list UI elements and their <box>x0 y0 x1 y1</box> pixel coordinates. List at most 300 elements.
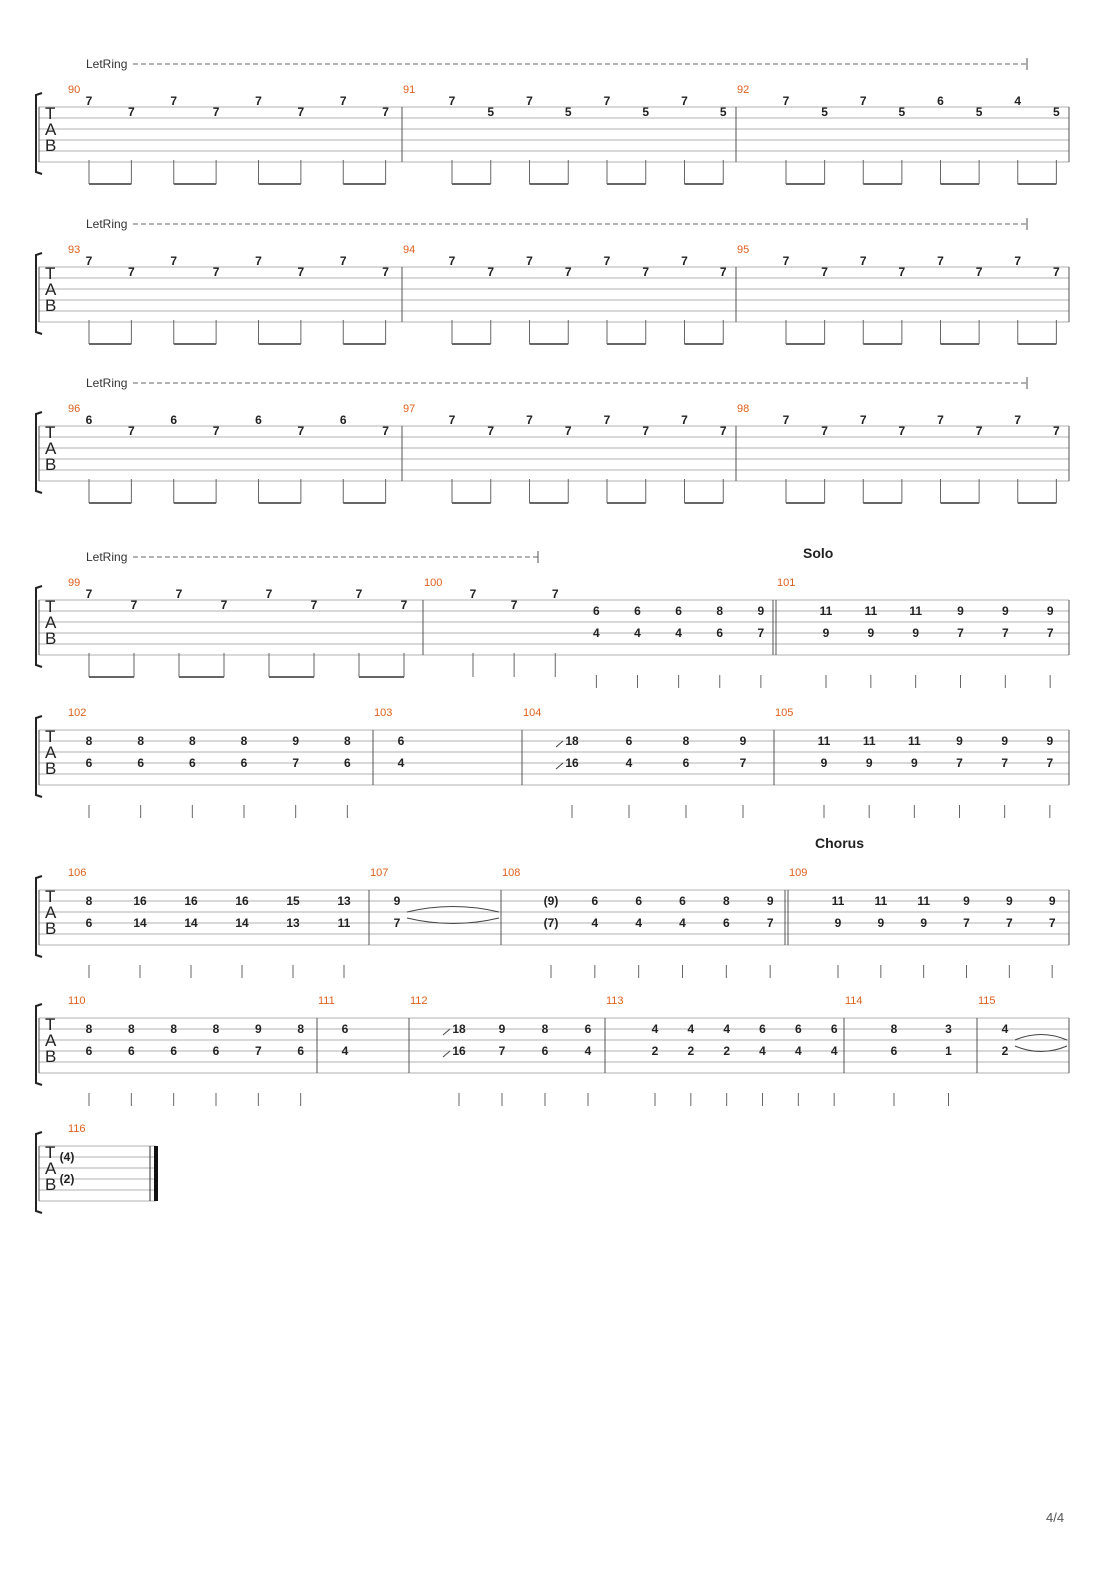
tab-letter: B <box>45 919 57 938</box>
slide-mark <box>556 763 563 769</box>
fret-number: 7 <box>448 94 456 108</box>
fret-number: 4 <box>341 1044 349 1058</box>
fret-number: 18 <box>565 734 579 748</box>
tab-letter: A <box>45 903 57 922</box>
fret-number: 4 <box>687 1022 695 1036</box>
fret-number: 7 <box>128 424 135 438</box>
fret-number: 9 <box>920 916 928 930</box>
fret-number: 9 <box>1001 734 1009 748</box>
fret-number: 4 <box>634 626 641 640</box>
fret-number: 9 <box>822 626 830 640</box>
let-ring-label: LetRing <box>86 376 128 390</box>
fret-number: 7 <box>526 94 533 108</box>
fret-number: 9 <box>963 894 970 908</box>
fret-number: 7 <box>782 94 790 108</box>
fret-number: 7 <box>265 587 273 601</box>
fret-number: 7 <box>782 254 790 268</box>
fret-number: 5 <box>719 105 727 119</box>
fret-number: 5 <box>898 105 906 119</box>
fret-number: 7 <box>719 424 727 438</box>
fret-number: 6 <box>584 1022 592 1036</box>
fret-number: 7 <box>382 105 389 119</box>
fret-number: 7 <box>1014 254 1022 268</box>
tab-letter: B <box>45 455 57 474</box>
fret-number: 7 <box>1053 424 1060 438</box>
tab-letter: B <box>45 136 57 155</box>
fret-number: 9 <box>292 734 300 748</box>
fret-number: 8 <box>716 604 724 618</box>
fret-number: 11 <box>862 734 876 748</box>
fret-number: 9 <box>877 916 885 930</box>
fret-number: 16 <box>235 894 249 908</box>
fret-number: 6 <box>634 604 641 618</box>
bar-98 <box>737 403 1060 503</box>
fret-number: 9 <box>834 916 842 930</box>
tab-letter: T <box>45 1015 56 1034</box>
fret-number: 6 <box>591 894 599 908</box>
fret-number: 7 <box>170 94 178 108</box>
system-3 <box>36 376 1069 503</box>
fret-number: (9) <box>543 894 559 908</box>
fret-number: 8 <box>170 1022 178 1036</box>
fret-number: 9 <box>739 734 747 748</box>
fret-number: 9 <box>1005 894 1013 908</box>
tab-letter: B <box>45 629 57 648</box>
fret-number: 7 <box>766 916 774 930</box>
fret-number: 6 <box>890 1044 898 1058</box>
fret-number: 16 <box>184 894 198 908</box>
fret-number: 3 <box>945 1022 952 1036</box>
fret-number: 7 <box>128 105 135 119</box>
bar-number: 109 <box>789 867 808 879</box>
fret-number: 4 <box>759 1044 766 1058</box>
section-label: Chorus <box>815 835 864 851</box>
fret-number: 8 <box>127 1022 135 1036</box>
fret-number: 11 <box>819 604 833 618</box>
fret-number: 9 <box>1048 894 1056 908</box>
fret-number: 9 <box>867 626 875 640</box>
fret-number: 6 <box>297 1044 305 1058</box>
tab-letter: B <box>45 759 57 778</box>
fret-number: 7 <box>310 598 318 612</box>
tab-letter: T <box>45 597 56 616</box>
system-5 <box>36 707 1069 818</box>
fret-number: 11 <box>917 894 931 908</box>
fret-number: 7 <box>821 265 828 279</box>
fret-number: 7 <box>859 254 867 268</box>
tab-letter: T <box>45 104 56 123</box>
fret-number: 7 <box>297 424 305 438</box>
fret-number: 7 <box>128 265 135 279</box>
fret-number: 7 <box>1048 916 1056 930</box>
fret-number: 7 <box>130 598 138 612</box>
fret-number: 7 <box>1046 756 1054 770</box>
fret-number: 13 <box>337 894 351 908</box>
fret-number: 6 <box>682 756 690 770</box>
fret-number: 13 <box>286 916 300 930</box>
fret-number: 4 <box>584 1044 592 1058</box>
bar-107 <box>370 867 499 930</box>
fret-number: 4 <box>1014 94 1022 108</box>
fret-number: 5 <box>487 105 495 119</box>
bar-number: 113 <box>606 995 624 1007</box>
tab-letter: A <box>45 120 57 139</box>
fret-number: 7 <box>212 265 220 279</box>
tie-arc <box>407 907 499 913</box>
fret-number: 7 <box>212 105 220 119</box>
fret-number: 7 <box>1001 756 1009 770</box>
bar-number: 116 <box>68 1123 86 1135</box>
let-ring-label: LetRing <box>86 57 128 71</box>
fret-number: 7 <box>975 424 983 438</box>
tab-letter: A <box>45 439 57 458</box>
fret-number: 5 <box>975 105 983 119</box>
fret-number: 7 <box>642 424 650 438</box>
fret-number: 4 <box>625 756 633 770</box>
bar-97 <box>403 403 727 503</box>
fret-number: 7 <box>963 916 970 930</box>
fret-number: 11 <box>864 604 878 618</box>
fret-number: 7 <box>603 413 611 427</box>
bar-number: 97 <box>403 403 416 415</box>
fret-number: 14 <box>184 916 198 930</box>
bar-number: 103 <box>374 707 393 719</box>
system-6 <box>36 835 1069 978</box>
bar-number: 102 <box>68 707 87 719</box>
tab-letter: A <box>45 613 57 632</box>
fret-number: 7 <box>603 94 611 108</box>
fret-number: 7 <box>510 598 518 612</box>
system-4 <box>36 545 1069 688</box>
fret-number: 6 <box>170 413 178 427</box>
fret-number: 7 <box>448 254 456 268</box>
fret-number: 5 <box>821 105 828 119</box>
fret-number: 7 <box>1014 413 1022 427</box>
fret-number: 7 <box>487 265 495 279</box>
let-ring-label: LetRing <box>86 550 128 564</box>
fret-number: 7 <box>782 413 790 427</box>
fret-number: 9 <box>1046 734 1054 748</box>
fret-number: 8 <box>240 734 248 748</box>
fret-number: 6 <box>339 413 347 427</box>
fret-number: (2) <box>59 1172 75 1186</box>
bar-number: 111 <box>318 995 335 1007</box>
fret-number: 7 <box>719 265 727 279</box>
bar-number: 110 <box>68 995 86 1007</box>
fret-number: 7 <box>859 94 867 108</box>
fret-number: 6 <box>593 604 600 618</box>
fret-number: 7 <box>487 424 495 438</box>
fret-number: 7 <box>448 413 456 427</box>
fret-number: 7 <box>85 587 93 601</box>
fret-number: 7 <box>85 254 93 268</box>
fret-number: 7 <box>255 94 262 108</box>
fret-number: 7 <box>382 265 389 279</box>
fret-number: 8 <box>890 1022 898 1036</box>
bar-number: 105 <box>775 707 794 719</box>
fret-number: 8 <box>85 734 93 748</box>
fret-number: 2 <box>1001 1044 1009 1058</box>
system-1 <box>36 57 1069 184</box>
bar-number: 95 <box>737 244 750 256</box>
bar-93 <box>68 244 389 344</box>
fret-number: 6 <box>722 916 730 930</box>
bar-number: 107 <box>370 867 389 879</box>
bar-number: 106 <box>68 867 87 879</box>
fret-number: 7 <box>382 424 389 438</box>
fret-number: 7 <box>400 598 408 612</box>
tab-letter: B <box>45 296 57 315</box>
section-label: Solo <box>803 545 834 561</box>
tab-letter: T <box>45 887 56 906</box>
fret-number: 9 <box>957 604 964 618</box>
fret-number: 6 <box>137 756 145 770</box>
fret-number: 7 <box>1001 626 1009 640</box>
fret-number: 8 <box>343 734 351 748</box>
fret-number: 7 <box>85 94 93 108</box>
fret-number: 8 <box>85 894 93 908</box>
bar-92 <box>737 84 1060 184</box>
fret-number: 9 <box>820 756 828 770</box>
fret-number: 7 <box>898 424 906 438</box>
fret-number: 7 <box>681 413 688 427</box>
fret-number: 8 <box>85 1022 93 1036</box>
fret-number: 4 <box>794 1044 802 1058</box>
fret-number: 6 <box>679 894 686 908</box>
fret-number: 9 <box>498 1022 506 1036</box>
bar-number: 115 <box>978 995 996 1007</box>
tab-letter: A <box>45 743 57 762</box>
bar-103 <box>374 707 405 770</box>
fret-number: 9 <box>956 734 963 748</box>
fret-number: 9 <box>393 894 401 908</box>
fret-number: 16 <box>565 756 579 770</box>
fret-number: 6 <box>397 734 405 748</box>
fret-number: 9 <box>912 626 920 640</box>
fret-number: 6 <box>212 1044 220 1058</box>
fret-number: 2 <box>687 1044 695 1058</box>
fret-number: 11 <box>907 734 921 748</box>
fret-number: 7 <box>220 598 228 612</box>
bar-number: 93 <box>68 244 81 256</box>
fret-number: 9 <box>910 756 918 770</box>
fret-number: 6 <box>188 756 196 770</box>
fret-number: 8 <box>541 1022 549 1036</box>
bar-116 <box>60 1123 86 1186</box>
fret-number: 7 <box>526 254 533 268</box>
fret-number: 7 <box>170 254 178 268</box>
fret-number: 11 <box>874 894 888 908</box>
bar-number: 100 <box>424 577 443 589</box>
bar-number: 92 <box>737 84 750 96</box>
fret-number: 7 <box>339 254 347 268</box>
fret-number: 5 <box>642 105 650 119</box>
fret-number: 6 <box>85 413 93 427</box>
fret-number: 7 <box>212 424 220 438</box>
fret-number: (4) <box>59 1150 75 1164</box>
tab-letter: T <box>45 1143 56 1162</box>
fret-number: 6 <box>635 894 643 908</box>
bar-94 <box>403 244 727 344</box>
fret-number: 18 <box>452 1022 466 1036</box>
bar-number: 94 <box>403 244 416 256</box>
fret-number: 4 <box>635 916 643 930</box>
fret-number: 7 <box>254 1044 262 1058</box>
bar-number: 114 <box>845 995 863 1007</box>
fret-number: 14 <box>133 916 147 930</box>
fret-number: (7) <box>543 916 559 930</box>
fret-number: 7 <box>937 413 944 427</box>
fret-number: 1 <box>945 1044 952 1058</box>
tab-letter: B <box>45 1047 57 1066</box>
bar-number: 90 <box>68 84 81 96</box>
slide-mark <box>556 741 563 747</box>
fret-number: 9 <box>1001 604 1009 618</box>
fret-number: 7 <box>564 424 572 438</box>
fret-number: 14 <box>235 916 249 930</box>
fret-number: 6 <box>127 1044 135 1058</box>
fret-number: 7 <box>393 916 401 930</box>
fret-number: 7 <box>757 626 765 640</box>
fret-number: 7 <box>498 1044 506 1058</box>
fret-number: 6 <box>625 734 633 748</box>
tie-arc <box>1015 1035 1067 1041</box>
fret-number: 8 <box>188 734 196 748</box>
tab-letter: B <box>45 1175 57 1194</box>
fret-number: 7 <box>564 265 572 279</box>
fret-number: 7 <box>292 756 300 770</box>
fret-number: 7 <box>681 94 688 108</box>
fret-number: 8 <box>137 734 145 748</box>
fret-number: 6 <box>341 1022 349 1036</box>
fret-number: 8 <box>212 1022 220 1036</box>
fret-number: 4 <box>651 1022 659 1036</box>
fret-number: 7 <box>975 265 983 279</box>
fret-number: 5 <box>564 105 572 119</box>
fret-number: 7 <box>469 587 477 601</box>
fret-number: 7 <box>297 105 305 119</box>
bar-number: 91 <box>403 84 416 96</box>
fret-number: 6 <box>170 1044 178 1058</box>
fret-number: 7 <box>821 424 828 438</box>
fret-number: 7 <box>339 94 347 108</box>
bar-115 <box>978 995 1067 1058</box>
bar-111 <box>318 995 349 1058</box>
fret-number: 16 <box>452 1044 466 1058</box>
slide-mark <box>443 1029 450 1035</box>
fret-number: 2 <box>723 1044 731 1058</box>
system-8 <box>36 1123 156 1213</box>
fret-number: 4 <box>397 756 405 770</box>
system-7 <box>36 995 1069 1106</box>
fret-number: 4 <box>593 626 600 640</box>
bar-number: 104 <box>523 707 542 719</box>
fret-number: 11 <box>817 734 831 748</box>
fret-number: 9 <box>766 894 774 908</box>
bar-96 <box>68 403 389 503</box>
fret-number: 7 <box>957 626 964 640</box>
fret-number: 7 <box>898 265 906 279</box>
fret-number: 7 <box>603 254 611 268</box>
fret-number: 6 <box>759 1022 766 1036</box>
tab-letter: T <box>45 727 56 746</box>
fret-number: 8 <box>682 734 690 748</box>
fret-number: 9 <box>1046 604 1054 618</box>
fret-number: 6 <box>716 626 724 640</box>
fret-number: 7 <box>956 756 963 770</box>
system-2 <box>36 217 1069 344</box>
fret-number: 7 <box>526 413 533 427</box>
page-number: 4/4 <box>1046 1510 1065 1525</box>
fret-number: 11 <box>337 916 351 930</box>
fret-number: 8 <box>297 1022 305 1036</box>
tab-letter: T <box>45 264 56 283</box>
tab-letter: A <box>45 280 57 299</box>
fret-number: 2 <box>651 1044 659 1058</box>
fret-number: 5 <box>1053 105 1060 119</box>
fret-number: 7 <box>681 254 688 268</box>
let-ring-label: LetRing <box>86 217 128 231</box>
fret-number: 4 <box>591 916 599 930</box>
fret-number: 7 <box>1053 265 1060 279</box>
fret-number: 7 <box>1005 916 1013 930</box>
bar-number: 101 <box>777 577 796 589</box>
fret-number: 9 <box>757 604 765 618</box>
fret-number: 6 <box>85 1044 93 1058</box>
fret-number: 6 <box>343 756 351 770</box>
fret-number: 11 <box>831 894 845 908</box>
fret-number: 8 <box>722 894 730 908</box>
bar-number: 108 <box>502 867 521 879</box>
slide-mark <box>443 1051 450 1057</box>
fret-number: 7 <box>551 587 559 601</box>
fret-number: 4 <box>723 1022 731 1036</box>
fret-number: 6 <box>85 916 93 930</box>
fret-number: 15 <box>286 894 300 908</box>
fret-number: 7 <box>355 587 363 601</box>
bar-number: 96 <box>68 403 81 415</box>
fret-number: 11 <box>909 604 923 618</box>
tab-letter: A <box>45 1159 57 1178</box>
bar-number: 98 <box>737 403 750 415</box>
fret-number: 7 <box>1046 626 1054 640</box>
bar-number: 99 <box>68 577 81 589</box>
fret-number: 7 <box>642 265 650 279</box>
tab-letter: A <box>45 1031 57 1050</box>
fret-number: 6 <box>541 1044 549 1058</box>
fret-number: 7 <box>175 587 183 601</box>
fret-number: 7 <box>937 254 944 268</box>
fret-number: 4 <box>830 1044 838 1058</box>
fret-number: 16 <box>133 894 147 908</box>
bar-90 <box>68 84 389 184</box>
fret-number: 6 <box>937 94 944 108</box>
fret-number: 9 <box>865 756 873 770</box>
fret-number: 6 <box>85 756 93 770</box>
fret-number: 7 <box>859 413 867 427</box>
fret-number: 4 <box>675 626 682 640</box>
fret-number: 4 <box>679 916 686 930</box>
fret-number: 6 <box>255 413 262 427</box>
fret-number: 6 <box>675 604 682 618</box>
bar-95 <box>737 244 1060 344</box>
fret-number: 9 <box>254 1022 262 1036</box>
fret-number: 7 <box>739 756 747 770</box>
fret-number: 6 <box>794 1022 802 1036</box>
bar-number: 112 <box>410 995 428 1007</box>
bar-99 <box>68 577 408 677</box>
fret-number: 6 <box>830 1022 838 1036</box>
